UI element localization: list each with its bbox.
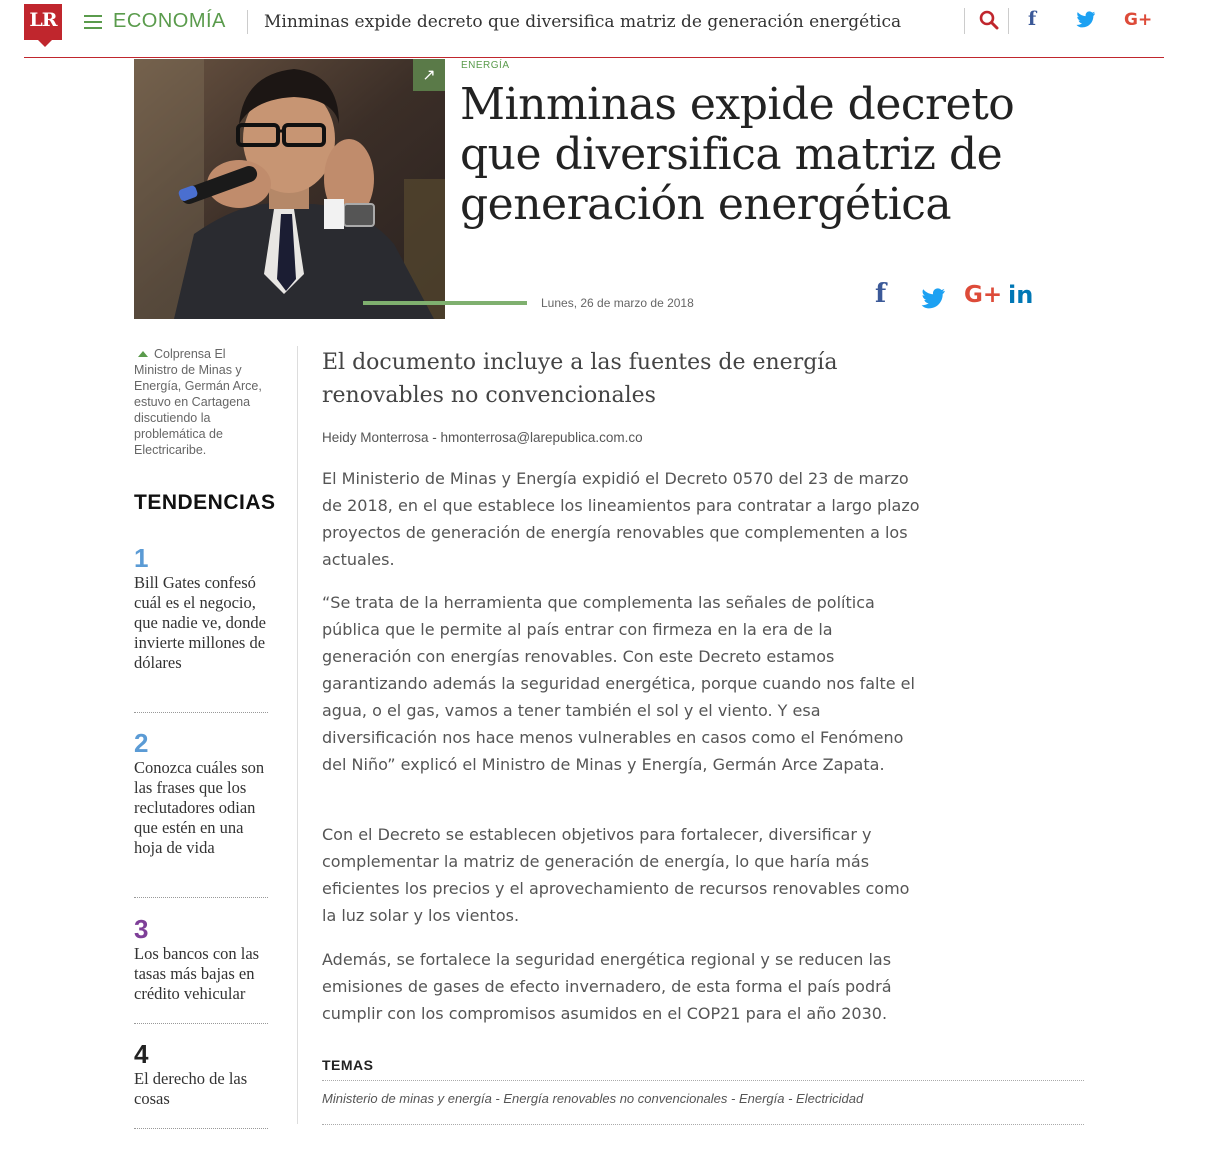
article-date: Lunes, 26 de marzo de 2018 (541, 296, 694, 310)
photo-caption (134, 346, 262, 458)
trend-number: 1 (134, 543, 149, 573)
article-paragraph: El Ministerio de Minas y Energía expidió el Decreto 0570 del 23 de marzo de 2018, en el que establece los lineamientos para contratar a largo plazo proyectos de generación de energía renovables que complementen a los actuales. (322, 469, 920, 569)
top-navbar (24, 0, 1164, 58)
trend-link[interactable]: Bill Gates confesó cuál es el negocio, que nadie ve, donde invierte millones de dólares (134, 573, 266, 672)
divider (322, 1080, 1084, 1081)
facebook-icon[interactable]: f (1028, 8, 1037, 30)
divider (134, 1023, 268, 1024)
site-logo[interactable]: LR (24, 4, 62, 40)
trend-link[interactable]: Los bancos con las tasas más bajas en crédito vehicular (134, 944, 260, 1003)
trend-item[interactable] (134, 544, 268, 673)
decorative-rule (363, 301, 527, 305)
search-icon[interactable] (979, 10, 999, 30)
article-author[interactable]: Heidy Monterrosa - hmonterrosa@larepublica.com.co (322, 430, 643, 445)
section-link[interactable]: ECONOMÍA (113, 10, 226, 32)
divider (1008, 8, 1009, 34)
caption-triangle-icon (138, 351, 148, 357)
divider (134, 1128, 268, 1129)
google-plus-icon[interactable]: G+ (1124, 10, 1153, 30)
trend-number: 3 (134, 914, 149, 944)
column-divider (297, 346, 298, 1124)
logo-tail (38, 40, 52, 47)
article-paragraph: “Se trata de la herramienta que complementa las señales de política pública que le permite al país entrar con firmeza en la era de la generación con energías renovables. Con este Decreto estamos garantizando además la seguridad energética, porque cuando nos falte el agua, o el gas, vamos a tener también el sol y el viento. Y esa diversificación nos hace menos vulnerables en casos como el Fenómeno del Niño” explicó el Ministro de Minas y Energía, Germán Arce Zapata. (322, 593, 915, 774)
share-facebook-icon[interactable]: f (875, 279, 887, 309)
trend-link[interactable]: El derecho de las cosas (134, 1069, 248, 1108)
divider (134, 712, 268, 713)
trend-number: 2 (134, 728, 149, 758)
article-photo[interactable] (134, 59, 445, 319)
trend-item[interactable] (134, 1040, 268, 1109)
divider (322, 1124, 1084, 1125)
article-title: Minminas expide decreto que diversifica matriz de generación energética (460, 79, 1015, 230)
article-paragraph: Con el Decreto se establecen objetivos para fortalecer, diversificar y complementar la matriz de generación de energía, lo que haría más eficientes los precios y el aprovechamiento de recursos renovables como la luz solar y los vientos. (322, 825, 910, 925)
temas-heading: TEMAS (322, 1057, 374, 1073)
share-linkedin-icon[interactable]: in (1008, 281, 1034, 309)
trend-item[interactable] (134, 915, 268, 1004)
menu-icon[interactable] (84, 15, 102, 29)
article-kicker[interactable]: ENERGÍA (461, 60, 510, 71)
divider (134, 897, 268, 898)
article-photo-illustration (134, 59, 445, 319)
article-paragraph: Además, se fortalece la seguridad energética regional y se reducen las emisiones de gases de efecto invernadero, de esta forma el país podrá cumplir con los compromisos asumidos en el COP21 para el año 2030. (322, 950, 892, 1023)
article-subtitle: El documento incluye a las fuentes de energía renovables no convencionales (322, 350, 838, 408)
trend-link[interactable]: Conozca cuáles son las frases que los reclutadores odian que estén en una hoja de vida (134, 758, 265, 857)
share-google-plus-icon[interactable]: G+ (964, 282, 1003, 308)
tendencias-heading: TENDENCIAS (134, 491, 276, 514)
divider (247, 10, 248, 34)
topic-tags[interactable]: Ministerio de minas y energía - Energía renovables no convencionales - Energía - Electricidad (322, 1091, 864, 1106)
trend-number: 4 (134, 1039, 149, 1069)
expand-image-button[interactable]: ↗ (413, 59, 445, 91)
share-twitter-icon[interactable] (921, 288, 946, 309)
header-article-title: Minminas expide decreto que diversifica matriz de generación energética (264, 12, 902, 32)
divider (964, 8, 965, 34)
twitter-icon[interactable] (1076, 11, 1096, 28)
photo-caption-text: Colprensa El Ministro de Minas y Energía, Germán Arce, estuvo en Cartagena discutiendo la problemática de Electricaribe. (134, 347, 262, 457)
trend-item[interactable] (134, 729, 268, 858)
